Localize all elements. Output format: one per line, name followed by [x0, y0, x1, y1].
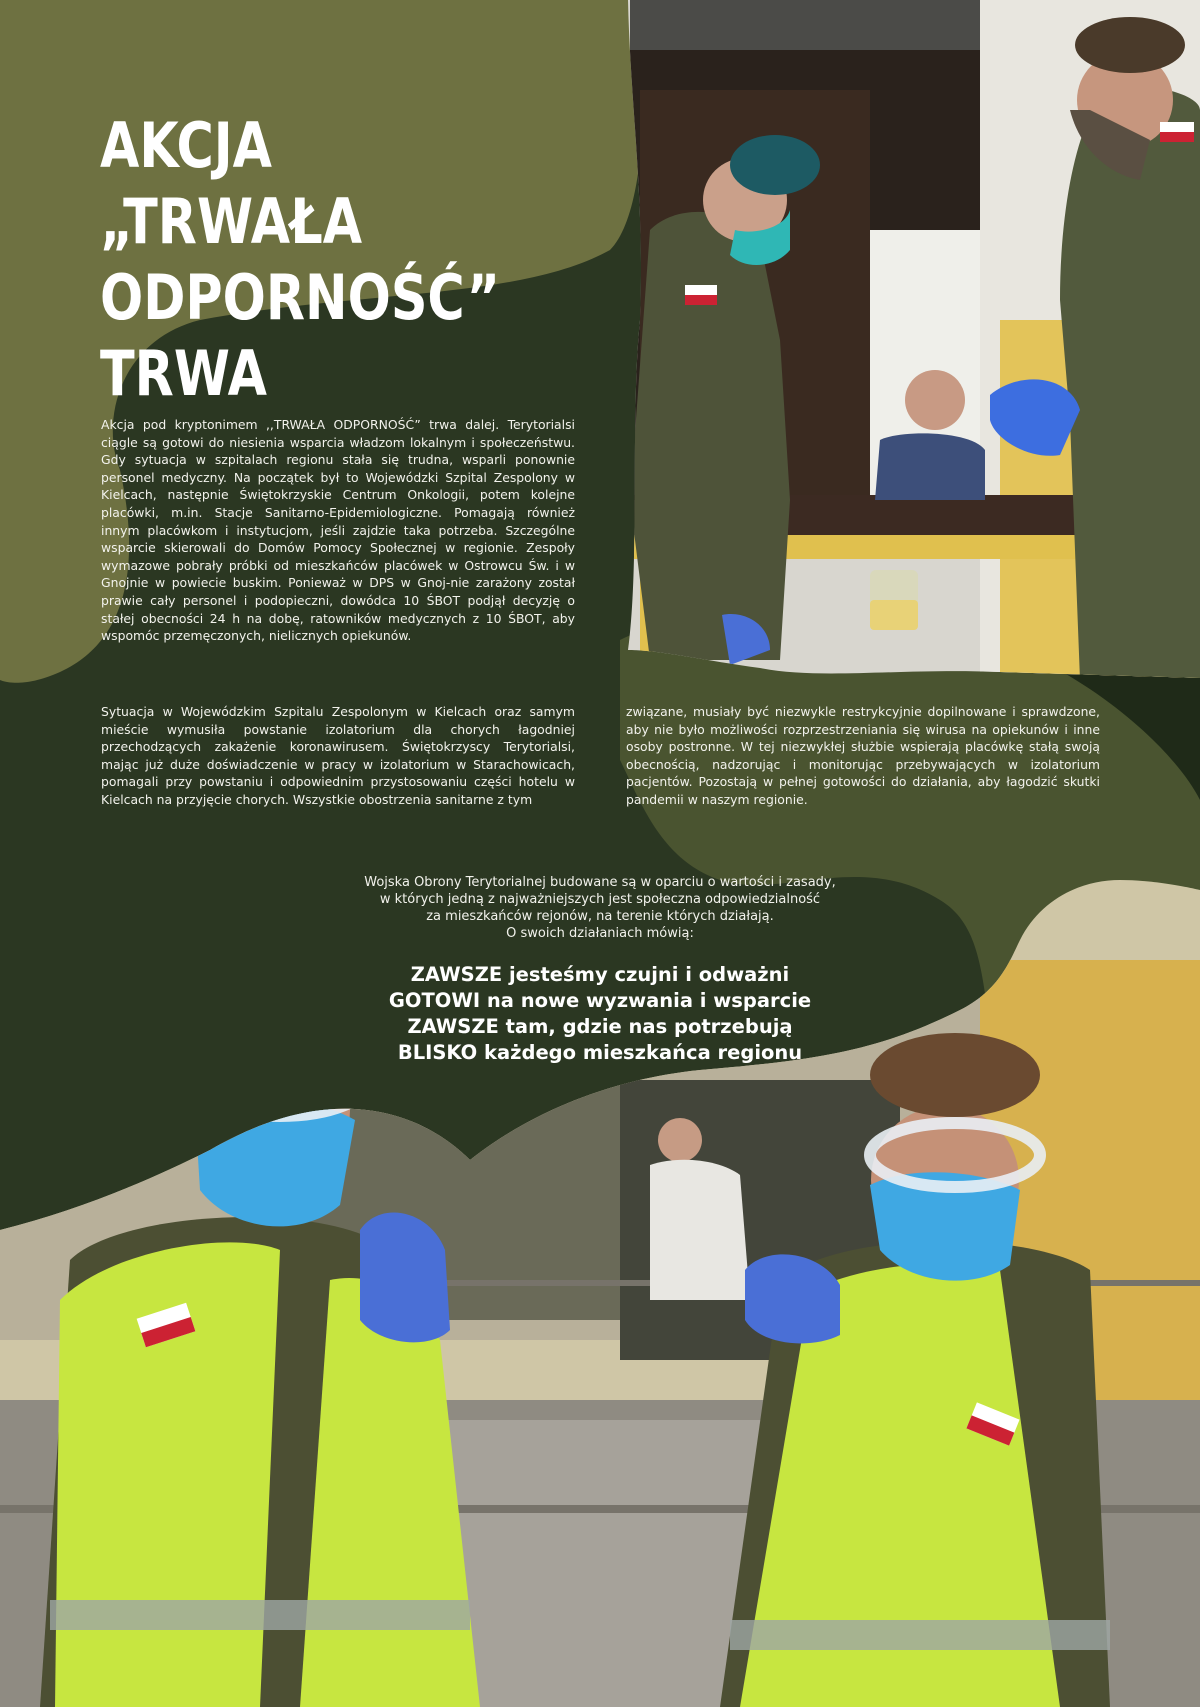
article-title: [100, 108, 526, 412]
slogan-item: ZAWSZE jesteśmy czujni i odważni: [410, 963, 790, 986]
values-intro-line: za mieszkańców rejonów, na terenie których działają.: [426, 909, 774, 924]
title-line: ODPORNOŚĆ”: [100, 261, 501, 334]
values-intro-line: w których jedną z najważniejszych jest społeczna odpowiedzialność: [379, 892, 821, 907]
body-column-left: Sytuacja w Wojewódzkim Szpitalu Zespolonym w Kielcach oraz samym mieście wymusiła powstanie izolatorium dla chorych łagodniej przechodzących zakażenie koronawirusem. Świętokrzyscy Terytorialsi, mając już duże doświadczenie w pracy w izolatorium w Starachowicach, pomagali przy powstaniu i odpowiednim przystosowaniu części hotelu w Kielcach na przyjęcie chorych. Wszystkie obostrzenia sanitarne z tym: [101, 704, 575, 807]
slogan-item: ZAWSZE tam, gdzie nas potrzebują: [407, 1015, 793, 1038]
slogan-list: [340, 962, 860, 1066]
slogan-item: GOTOWI na nowe wyzwania i wsparcie: [388, 989, 812, 1012]
photo-soldiers-delivering-food: [600, 0, 1200, 700]
slogan-item: BLISKO każdego mieszkańca regionu: [397, 1041, 803, 1064]
intro-paragraph: Akcja pod kryptonimem ,,TRWAŁA ODPORNOŚĆ” trwa dalej. Terytorialsi ciągle są gotowi do niesienia wsparcia władzom lokalnym i społeczeństwu. Gdy sytuacja w szpitalach regionu stała się trudna, wsparli ponownie personel medyczny. Na początek był to Wojewódzki Szpital Zespolony w Kielcach, następnie Świętokrzyskie Centrum Onkologii, potem kolejne placówki, m.in. Stacje Sanitarno-Epidemiologiczne. Pomagają również innym placówkom i instytucjom, jeśli zajdzie taka potrzeba. Szczególne wsparcie skierowali do Domów Pomocy Społecznej w regionie. Zespoły wymazowe pobrały próbki od mieszkańców placówek w Ostrowcu Św. i w Gnojnie w powiecie buskim. Ponieważ w DPS w Gnoj-nie zarażony został prawie cały personel i podopieczni, dowódca 10 ŚBOT podjął decyzję o stałej obecności 24 h na dobę, ratowników medycznych z 10 ŚBOT, aby wspomóc przemęczonych, nielicznych opiekunów.: [101, 417, 575, 644]
title-line: TRWA: [100, 337, 267, 410]
title-line: AKCJA „TRWAŁA: [100, 109, 363, 258]
values-intro-line: Wojska Obrony Terytorialnej budowane są w oparciu o wartości i zasady,: [364, 875, 836, 890]
values-intro-line: O swoich działaniach mówią:: [506, 926, 694, 941]
values-intro: [340, 874, 860, 942]
body-column-right: związane, musiały być niezwykle restrykcyjnie dopilnowane i sprawdzone, aby nie było możliwości rozprzestrzeniania się wirusa na opiekunów i inne osoby postronne. W tej niezwykłej służbie wspierają placówkę stałą swoją obecnością, nadzorując i monitorując przebywających w izolatorium pacjentów. Pozostają w pełnej gotowości do działania, aby łagodzić skutki pandemii w naszym regionie.: [626, 704, 1100, 807]
